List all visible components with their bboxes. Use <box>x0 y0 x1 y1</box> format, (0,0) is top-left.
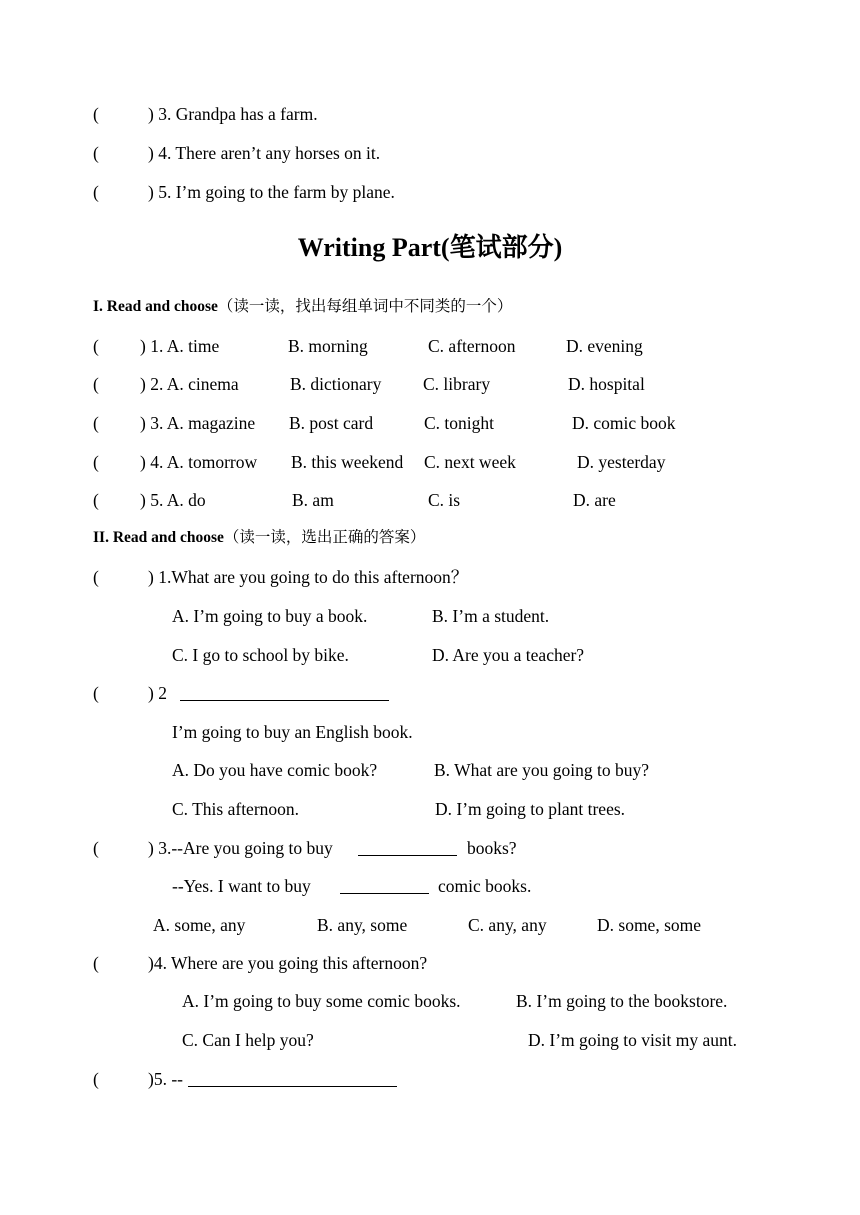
paren-open: ( <box>93 490 99 510</box>
s1-item-1-num: ) 1. A. time <box>140 336 220 356</box>
s1-item-5-d: D. are <box>573 490 616 510</box>
s1-item-4-b: B. this weekend <box>291 452 404 472</box>
s2-q5-question: )5. -- <box>148 1069 183 1089</box>
s2-q4-option-d: D. I’m going to visit my aunt. <box>528 1030 738 1050</box>
s1-item-5-c: C. is <box>428 490 461 510</box>
section-1-heading <box>93 296 512 318</box>
s2-q4-question: )4. Where are you going this afternoon? <box>148 953 428 973</box>
s1-item-4-c: C. next week <box>424 452 516 472</box>
statement-3: ) 3. Grandpa has a farm. <box>148 104 318 124</box>
s2-q1-option-d: D. Are you a teacher? <box>432 645 585 665</box>
s2-q2-option-b: B. What are you going to buy? <box>434 760 649 780</box>
s1-item-5-num: ) 5. A. do <box>140 490 206 510</box>
s1-item-3-num: ) 3. A. magazine <box>140 413 256 433</box>
s2-q4-option-b: B. I’m going to the bookstore. <box>516 991 728 1011</box>
paren-open: ( <box>93 953 99 973</box>
paren-open: ( <box>93 182 99 202</box>
s1-item-1-d: D. evening <box>566 336 643 356</box>
s2-q2-blank <box>180 683 389 701</box>
s1-item-2-c: C. library <box>423 374 491 394</box>
paren-open: ( <box>93 413 99 433</box>
section-1-heading-en: I. Read and choose <box>93 298 218 315</box>
s1-item-5-b: B. am <box>292 490 334 510</box>
paren-open: ( <box>93 567 99 587</box>
s1-item-1-b: B. morning <box>288 336 368 356</box>
s1-item-3-c: C. tonight <box>424 413 495 433</box>
writing-part-title: Writing Part(笔试部分) <box>297 233 563 262</box>
paren-open: ( <box>93 1069 99 1089</box>
section-2-heading <box>93 527 425 549</box>
s2-q3-blank-2 <box>340 876 429 894</box>
section-1-heading-cn: （读一读，找出每组单词中不同类的一个） <box>217 298 513 315</box>
s2-q2-option-c: C. This afternoon. <box>172 799 300 819</box>
s2-q2-option-d: D. I’m going to plant trees. <box>435 799 626 819</box>
s2-q3-option-a: A. some, any <box>153 915 246 935</box>
s2-q3-option-b: B. any, some <box>317 915 408 935</box>
s1-item-2-d: D. hospital <box>568 374 645 394</box>
s2-q3-question-pre: ) 3.--Are you going to buy <box>148 838 333 858</box>
s2-q3-question-post: books? <box>467 838 517 858</box>
s2-q5-blank <box>188 1069 397 1087</box>
s1-item-4-num: ) 4. A. tomorrow <box>140 452 258 472</box>
s1-item-3-b: B. post card <box>289 413 374 433</box>
paren-open: ( <box>93 374 99 394</box>
paren-open: ( <box>93 336 99 356</box>
s2-q3-option-d: D. some, some <box>597 915 702 935</box>
paren-open: ( <box>93 104 99 124</box>
statement-5: ) 5. I’m going to the farm by plane. <box>148 182 395 202</box>
s2-q3-answer-post: comic books. <box>438 876 532 896</box>
section-2-heading-cn: （读一读，选出正确的答案） <box>223 529 426 546</box>
s2-q4-option-a: A. I’m going to buy some comic books. <box>182 991 461 1011</box>
s2-q1-question: ) 1.What are you going to do this afternoon？ <box>148 567 469 587</box>
section-2-heading-en: II. Read and choose <box>93 529 224 546</box>
s2-q2-answer: I’m going to buy an English book. <box>172 722 413 742</box>
paren-open: ( <box>93 143 99 163</box>
s2-q4-option-c: C. Can I help you? <box>182 1030 314 1050</box>
s2-q3-option-c: C. any, any <box>468 915 547 935</box>
s2-q1-option-b: B. I’m a student. <box>432 606 550 626</box>
s1-item-3-d: D. comic book <box>572 413 676 433</box>
s1-item-1-c: C. afternoon <box>428 336 516 356</box>
s2-q1-option-c: C. I go to school by bike. <box>172 645 349 665</box>
statement-4: ) 4. There aren’t any horses on it. <box>148 143 381 163</box>
s2-q2-option-a: A. Do you have comic book? <box>172 760 378 780</box>
s1-item-2-num: ) 2. A. cinema <box>140 374 239 394</box>
s1-item-4-d: D. yesterday <box>577 452 666 472</box>
s1-item-2-b: B. dictionary <box>290 374 382 394</box>
paren-open: ( <box>93 452 99 472</box>
s2-q3-answer-pre: --Yes. I want to buy <box>172 876 311 896</box>
s2-q3-blank-1 <box>358 838 457 856</box>
paren-open: ( <box>93 838 99 858</box>
s2-q1-option-a: A. I’m going to buy a book. <box>172 606 368 626</box>
s2-q2-question: ) 2 <box>148 683 167 703</box>
paren-open: ( <box>93 683 99 703</box>
